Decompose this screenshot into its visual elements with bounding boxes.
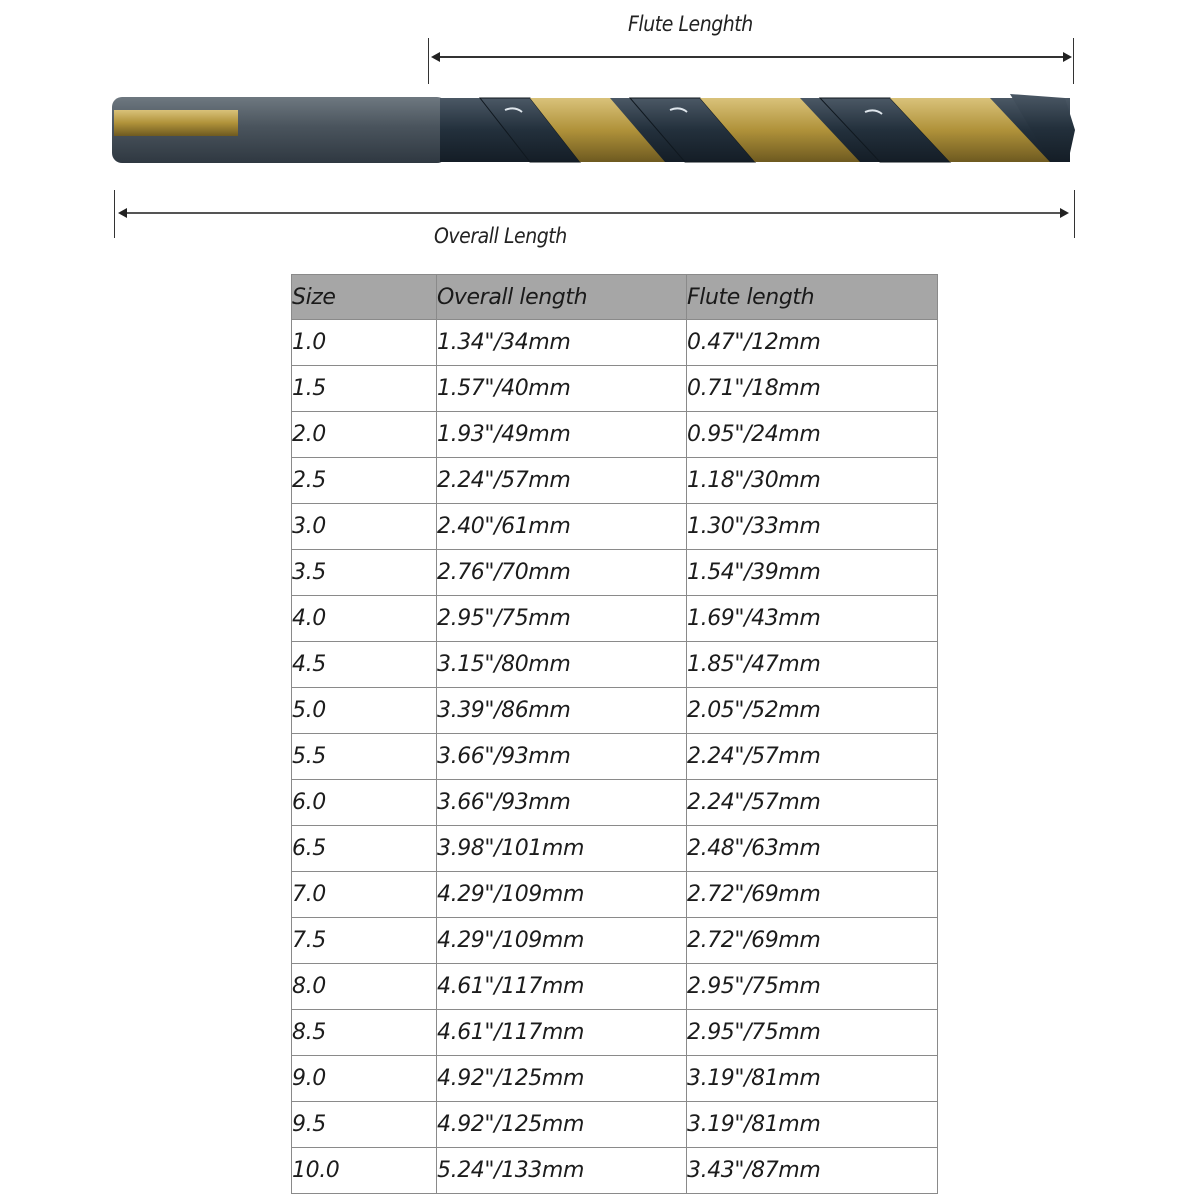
flute-start-tick bbox=[428, 38, 429, 84]
flute-end-tick bbox=[1073, 38, 1074, 84]
cell-overall-length: 2.76"/70mm bbox=[437, 550, 687, 596]
header-flute-length: Flute length bbox=[687, 275, 938, 320]
cell-size: 10.0 bbox=[292, 1148, 437, 1194]
cell-size: 9.5 bbox=[292, 1102, 437, 1148]
arrow-left-icon bbox=[118, 208, 127, 218]
cell-flute-length: 0.47"/12mm bbox=[687, 320, 938, 366]
cell-size: 1.0 bbox=[292, 320, 437, 366]
drill-size-table bbox=[291, 274, 938, 1194]
table-row bbox=[292, 504, 938, 550]
table-row bbox=[292, 1102, 938, 1148]
drill-bit-illustration bbox=[110, 90, 1080, 170]
cell-overall-length: 4.29"/109mm bbox=[437, 918, 687, 964]
header-size: Size bbox=[292, 275, 437, 320]
table-row bbox=[292, 1010, 938, 1056]
flute-length-label: Flute Lenghth bbox=[628, 12, 753, 36]
table-row bbox=[292, 918, 938, 964]
cell-overall-length: 1.93"/49mm bbox=[437, 412, 687, 458]
cell-size: 4.0 bbox=[292, 596, 437, 642]
overall-length-label: Overall Length bbox=[434, 224, 567, 248]
cell-overall-length: 4.92"/125mm bbox=[437, 1102, 687, 1148]
cell-flute-length: 2.24"/57mm bbox=[687, 734, 938, 780]
cell-flute-length: 0.71"/18mm bbox=[687, 366, 938, 412]
flute-length-line bbox=[436, 56, 1066, 58]
table-row bbox=[292, 780, 938, 826]
table-header-row bbox=[292, 275, 938, 320]
cell-flute-length: 2.95"/75mm bbox=[687, 964, 938, 1010]
cell-flute-length: 1.69"/43mm bbox=[687, 596, 938, 642]
cell-flute-length: 1.54"/39mm bbox=[687, 550, 938, 596]
cell-size: 5.5 bbox=[292, 734, 437, 780]
table-row bbox=[292, 734, 938, 780]
cell-overall-length: 4.92"/125mm bbox=[437, 1056, 687, 1102]
cell-overall-length: 3.66"/93mm bbox=[437, 780, 687, 826]
cell-size: 6.0 bbox=[292, 780, 437, 826]
cell-flute-length: 3.19"/81mm bbox=[687, 1102, 938, 1148]
cell-flute-length: 2.72"/69mm bbox=[687, 872, 938, 918]
cell-size: 2.5 bbox=[292, 458, 437, 504]
cell-overall-length: 2.24"/57mm bbox=[437, 458, 687, 504]
cell-flute-length: 2.05"/52mm bbox=[687, 688, 938, 734]
arrow-left-icon bbox=[431, 52, 440, 62]
cell-size: 3.5 bbox=[292, 550, 437, 596]
table-row bbox=[292, 596, 938, 642]
cell-overall-length: 4.61"/117mm bbox=[437, 964, 687, 1010]
cell-flute-length: 1.18"/30mm bbox=[687, 458, 938, 504]
header-overall-length: Overall length bbox=[437, 275, 687, 320]
cell-size: 1.5 bbox=[292, 366, 437, 412]
cell-size: 4.5 bbox=[292, 642, 437, 688]
table-row bbox=[292, 642, 938, 688]
cell-size: 8.5 bbox=[292, 1010, 437, 1056]
overall-start-tick bbox=[114, 190, 115, 238]
cell-overall-length: 3.98"/101mm bbox=[437, 826, 687, 872]
arrow-right-icon bbox=[1063, 52, 1072, 62]
table-row bbox=[292, 688, 938, 734]
cell-flute-length: 2.48"/63mm bbox=[687, 826, 938, 872]
arrow-right-icon bbox=[1060, 208, 1069, 218]
table-row bbox=[292, 964, 938, 1010]
cell-overall-length: 4.61"/117mm bbox=[437, 1010, 687, 1056]
cell-size: 9.0 bbox=[292, 1056, 437, 1102]
cell-size: 6.5 bbox=[292, 826, 437, 872]
cell-flute-length: 3.43"/87mm bbox=[687, 1148, 938, 1194]
cell-flute-length: 1.30"/33mm bbox=[687, 504, 938, 550]
cell-flute-length: 1.85"/47mm bbox=[687, 642, 938, 688]
cell-overall-length: 3.15"/80mm bbox=[437, 642, 687, 688]
cell-flute-length: 3.19"/81mm bbox=[687, 1056, 938, 1102]
table-row bbox=[292, 412, 938, 458]
cell-overall-length: 1.57"/40mm bbox=[437, 366, 687, 412]
cell-size: 8.0 bbox=[292, 964, 437, 1010]
cell-flute-length: 2.72"/69mm bbox=[687, 918, 938, 964]
cell-size: 2.0 bbox=[292, 412, 437, 458]
table-row bbox=[292, 826, 938, 872]
cell-overall-length: 4.29"/109mm bbox=[437, 872, 687, 918]
table-row bbox=[292, 366, 938, 412]
table-row bbox=[292, 1148, 938, 1194]
cell-flute-length: 0.95"/24mm bbox=[687, 412, 938, 458]
table-row bbox=[292, 320, 938, 366]
table-row bbox=[292, 872, 938, 918]
cell-size: 3.0 bbox=[292, 504, 437, 550]
overall-end-tick bbox=[1074, 190, 1075, 238]
cell-overall-length: 2.40"/61mm bbox=[437, 504, 687, 550]
cell-overall-length: 1.34"/34mm bbox=[437, 320, 687, 366]
cell-overall-length: 3.39"/86mm bbox=[437, 688, 687, 734]
cell-overall-length: 2.95"/75mm bbox=[437, 596, 687, 642]
table-body bbox=[292, 320, 938, 1194]
cell-size: 5.0 bbox=[292, 688, 437, 734]
overall-length-line bbox=[124, 212, 1064, 214]
cell-size: 7.0 bbox=[292, 872, 437, 918]
cell-overall-length: 3.66"/93mm bbox=[437, 734, 687, 780]
cell-flute-length: 2.24"/57mm bbox=[687, 780, 938, 826]
table-row bbox=[292, 1056, 938, 1102]
cell-size: 7.5 bbox=[292, 918, 437, 964]
table-row bbox=[292, 458, 938, 504]
table-row bbox=[292, 550, 938, 596]
cell-overall-length: 5.24"/133mm bbox=[437, 1148, 687, 1194]
cell-flute-length: 2.95"/75mm bbox=[687, 1010, 938, 1056]
